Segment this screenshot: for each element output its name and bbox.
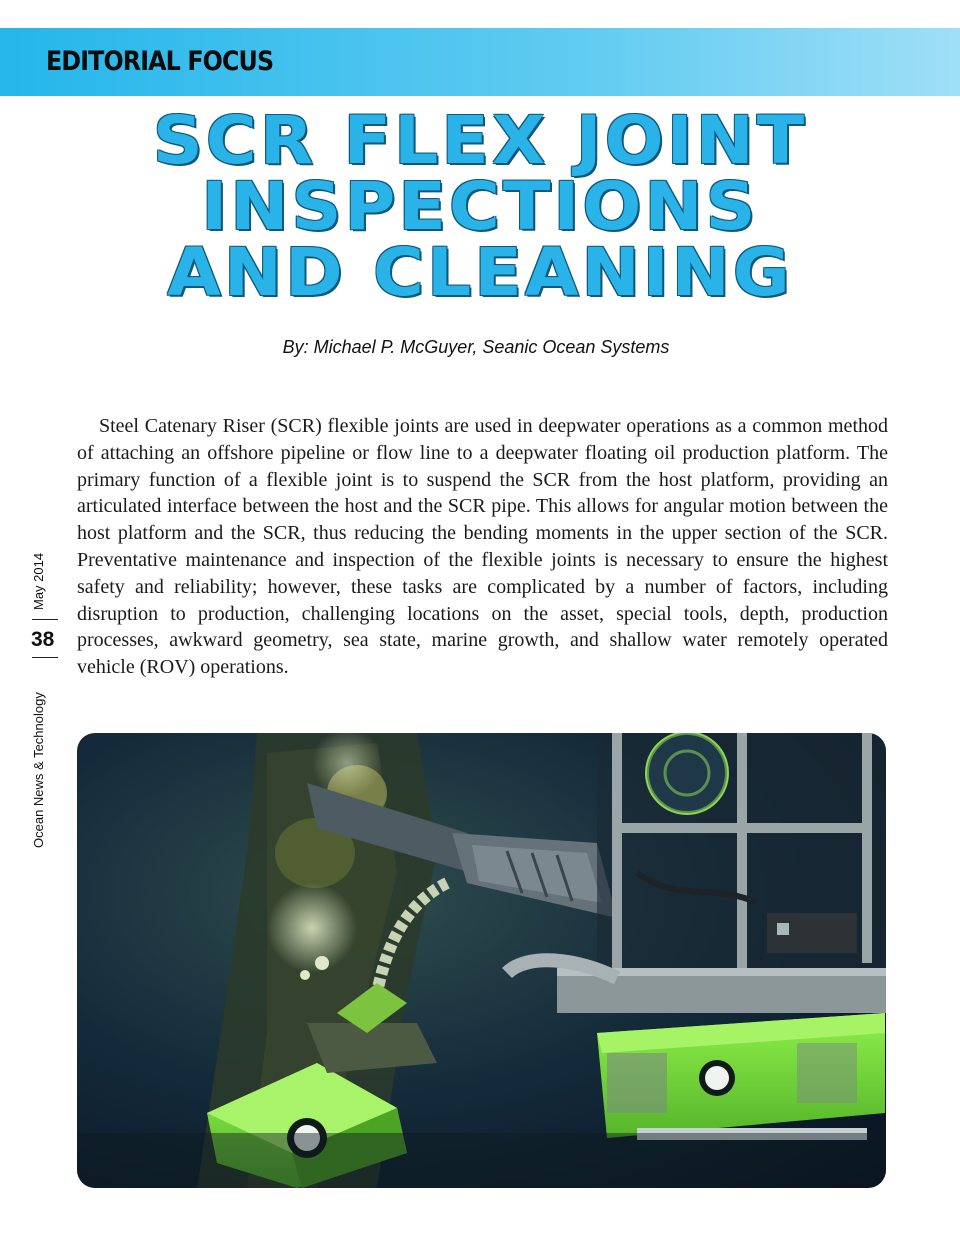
article-body: Steel Catenary Riser (SCR) flexible joints are used in deepwater operations as a common method of attaching an offshore pipeline or flow line to a deepwater floating oil production platform. The primary function of a flexible joint is to suspend the SCR from the host platform, providing an articulated interface between the host and the SCR pipe. This allows for angular motion between the host platform and the SCR, thus reducing the bending moments in the upper section of the SCR. Preventative maintenance and inspection of the flexible joints is necessary to ensure the highest safety and reliability; however, these tasks are complicated by a number of factors, including disruption to production, challenging locations on the asset, special tools, depth, production processes, awkward geometry, sea state, marine growth, and shallow water remotely operated vehicle (ROV) operations. — [77, 415, 888, 679]
title-line-1: SCR FLEX JOINT — [152, 102, 808, 179]
section-label: EDITORIAL FOCUS — [46, 46, 274, 77]
publication-name: Ocean News & Technology — [31, 692, 46, 848]
page-number: 38 — [31, 628, 55, 651]
title-line-2: INSPECTIONS — [201, 168, 759, 245]
byline: By: Michael P. McGuyer, Seanic Ocean Systems — [282, 337, 670, 357]
title-line-3: AND CLEANING — [167, 234, 793, 311]
rov-photo-illustration — [77, 733, 886, 1188]
section-banner — [0, 28, 960, 96]
article-title — [80, 102, 880, 311]
issue-date: May 2014 — [31, 552, 46, 610]
rov-photo — [77, 733, 886, 1188]
sidebar-divider — [32, 657, 58, 658]
sidebar-divider — [32, 619, 58, 620]
